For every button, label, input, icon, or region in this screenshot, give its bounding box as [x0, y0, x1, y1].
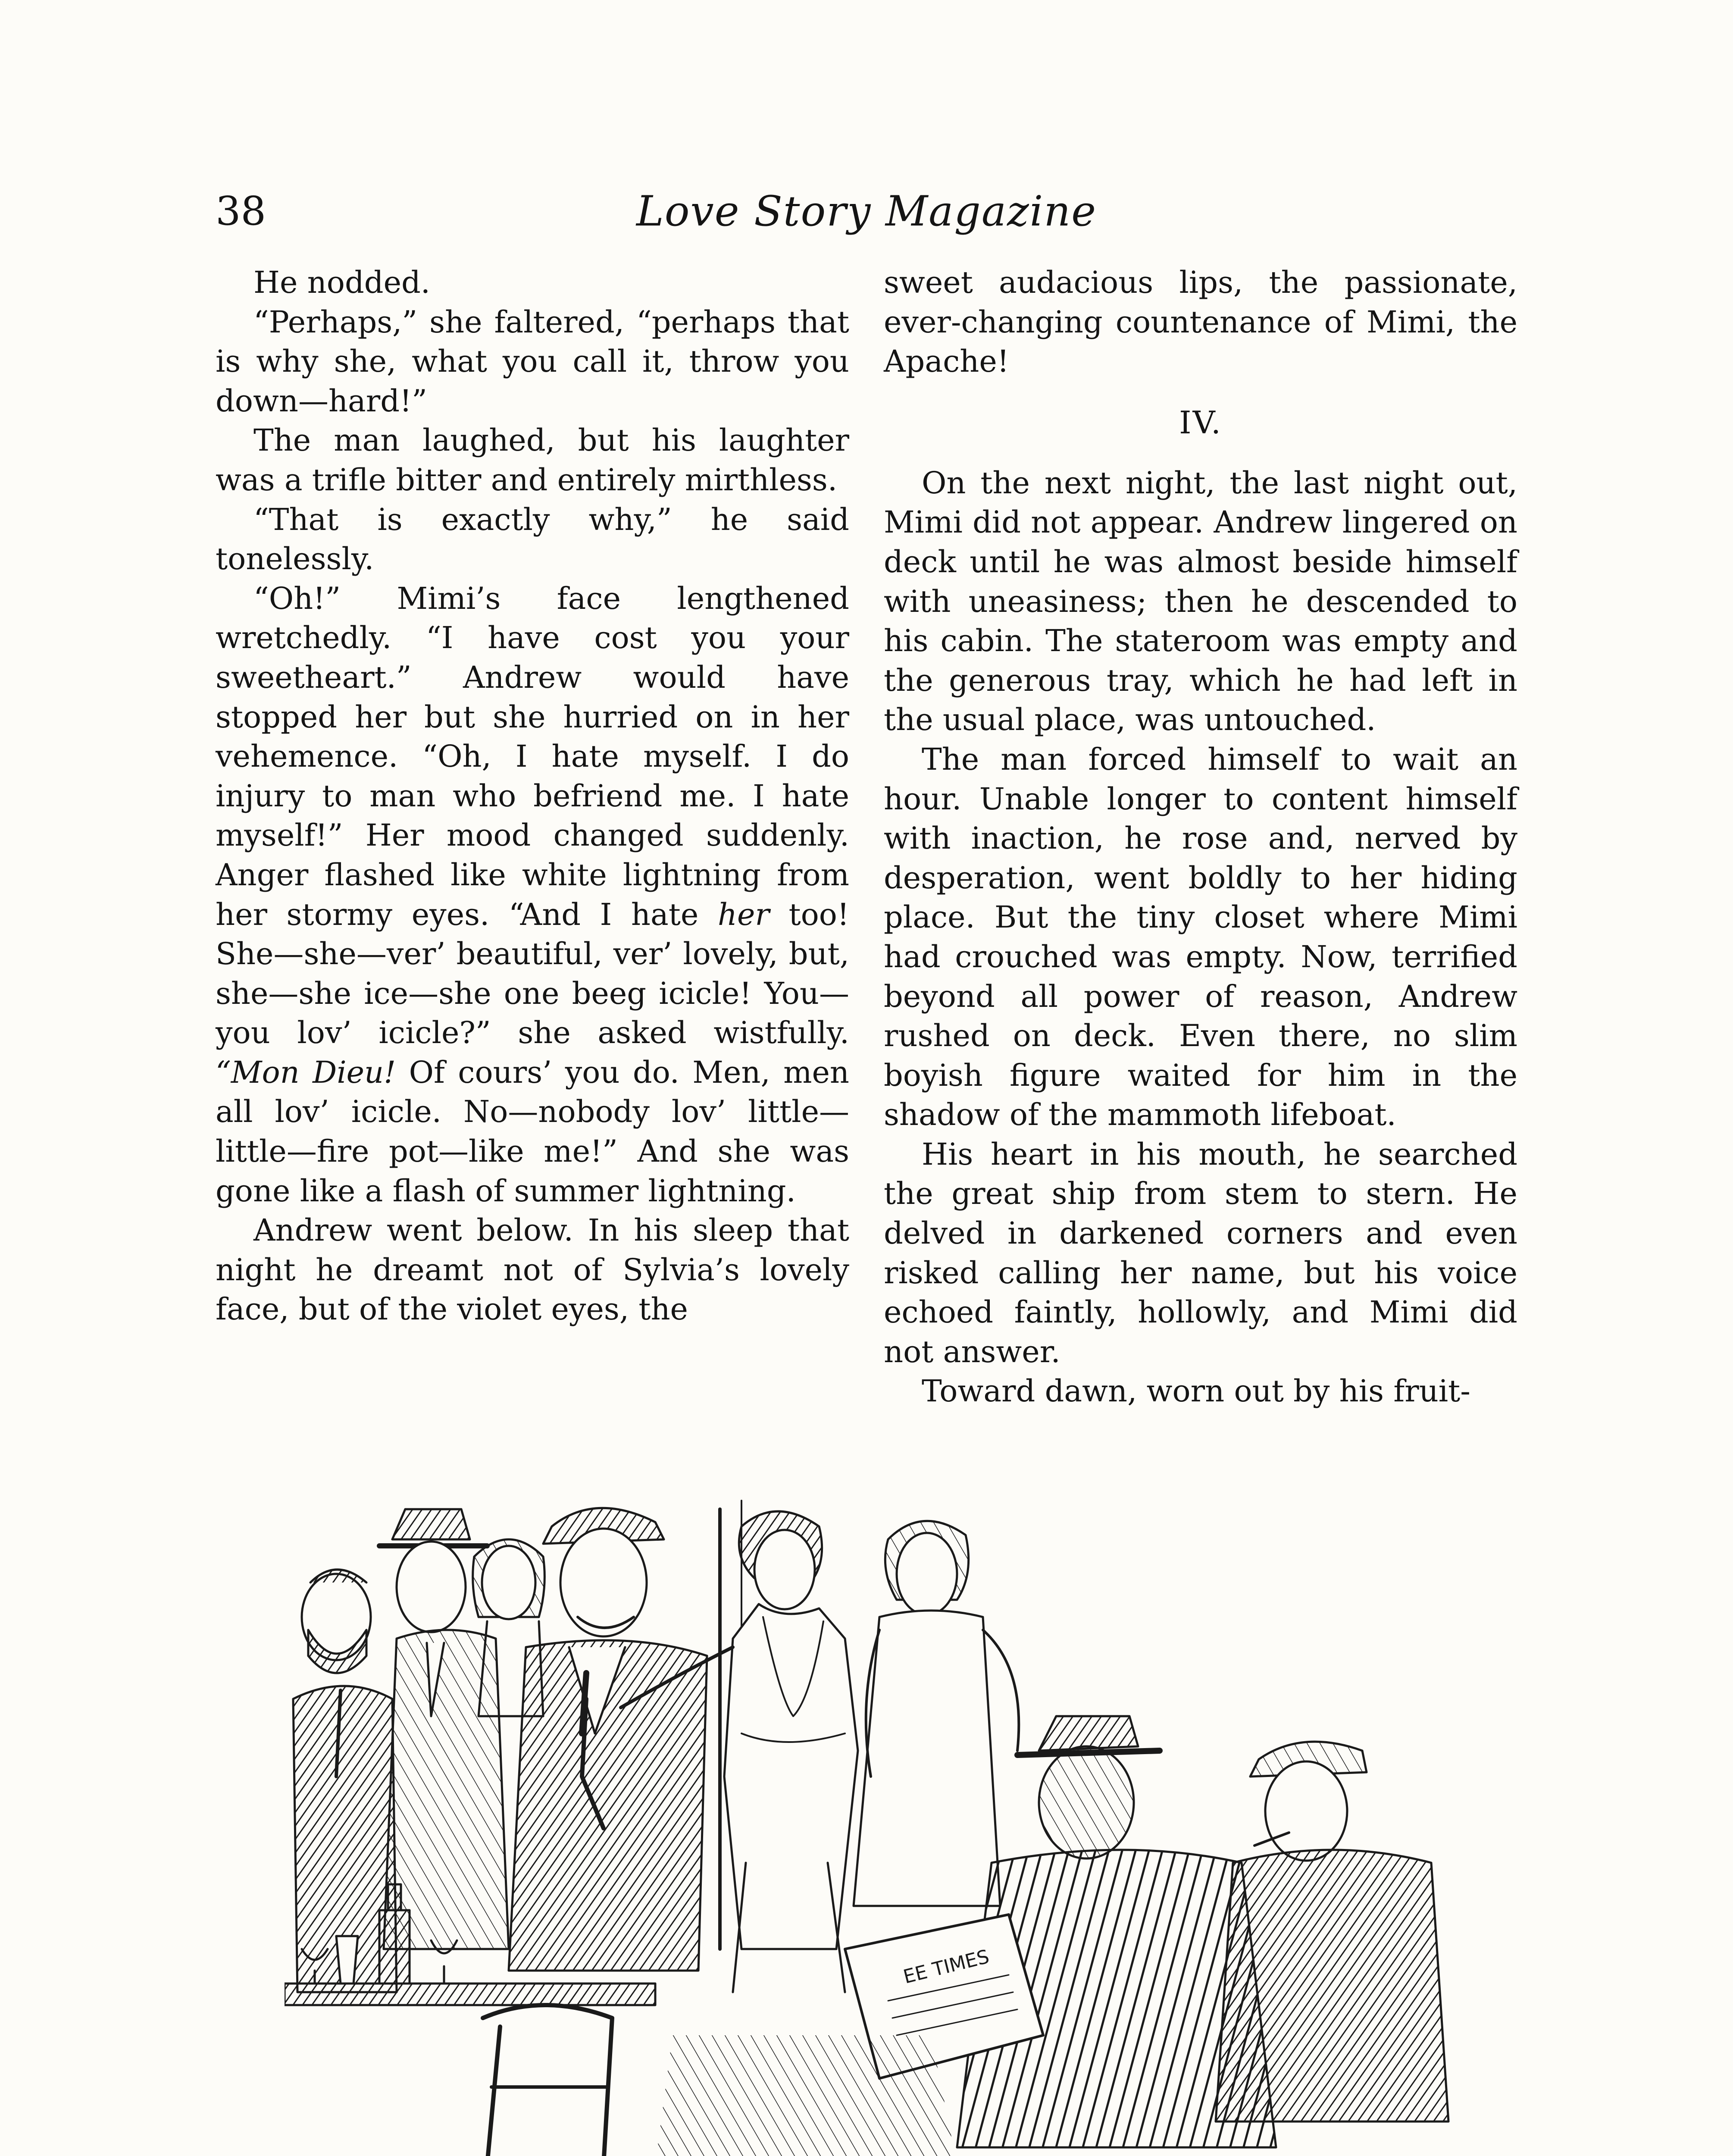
emphasis-her: her: [717, 896, 770, 932]
page-header: [216, 181, 1517, 241]
text-run: too! She—she—ver’ beautiful, ver’ lovely, but, she—she ice—she one beeg icicle! You—you lov’ icicle?” she asked wistfully.: [216, 896, 849, 1051]
paragraph: On the next night, the last night out, Mimi did not appear. Andrew lingered on deck until he was almost beside himself with uneasiness; then he descended to his cabin. The stateroom was empty and the generous tray, which he had left in the usual place, was untouched.: [884, 465, 1517, 738]
text-run: “Oh!” Mimi’s face lengthened wretchedly. “I have cost you your sweetheart.” Andrew would have stopped her but she hurried on in her vehemence. “Oh, I hate myself. I do injury to man who befriend me. I hate myself!” Her mood changed suddenly. Anger flashed like white lightning from her stormy eyes. “And I hate: [216, 580, 849, 932]
page-number: 38: [216, 188, 266, 234]
text-run: Of cours’ you do. Men, men all lov’ icicle. No—nobody lov’ little—little—fire pot—like me!” And she was gone like a flash of summer lightning.: [216, 1054, 849, 1209]
standing-woman-figure: [854, 1521, 1019, 1906]
right-column: [884, 263, 1517, 1411]
newspaper-masthead: EE TIMES: [901, 1946, 992, 1988]
paragraph: His heart in his mouth, he searched the great ship from stem to stern. He delved in darkened corners and even risked calling her name, but his voice echoed faintly, hollowly, and Mimi did not answer.: [884, 1136, 1517, 1369]
paragraph: The man laughed, but his laughter was a trifle bitter and entirely mirthless.: [216, 423, 849, 498]
running-title: Love Story Magazine: [636, 187, 1097, 235]
paragraph: Toward dawn, worn out by his fruit-: [922, 1373, 1470, 1409]
smoking-man-figure: [1216, 1742, 1448, 2122]
paragraph: “That is exactly why,” he said tonelessly.: [216, 501, 849, 577]
paragraph: The man forced himself to wait an hour. Unable longer to content himself with inaction, he rose and, nerved by desperation, went boldly to her hiding place. But the tiny closet where Mimi had crouched was empty. Now, terrified beyond all power of reason, Andrew rushed on deck. Even there, no slim boyish figure waited for him in the shadow of the mammoth lifeboat.: [884, 741, 1517, 1133]
paragraph: [216, 579, 849, 1211]
bentwood-chair: [483, 2005, 612, 2156]
paragraph: Andrew went below. In his sleep that night he dreamt not of Sylvia’s lovely face, but of the violet eyes, the: [216, 1213, 849, 1327]
left-column: [216, 263, 849, 1329]
paragraph: He nodded.: [253, 265, 431, 300]
emphasis-mon-dieu: “Mon Dieu!: [216, 1054, 396, 1090]
illustration-drawing: [285, 1475, 1457, 2156]
paragraph: “Perhaps,” she faltered, “perhaps that is why she, what you call it, throw you down—hard!”: [216, 304, 849, 419]
section-heading: IV.: [1179, 404, 1222, 441]
continued-paragraph: sweet audacious lips, the passionate, ever-changing countenance of Mimi, the Apache!: [884, 265, 1517, 379]
story-illustration: [285, 1475, 1457, 2156]
